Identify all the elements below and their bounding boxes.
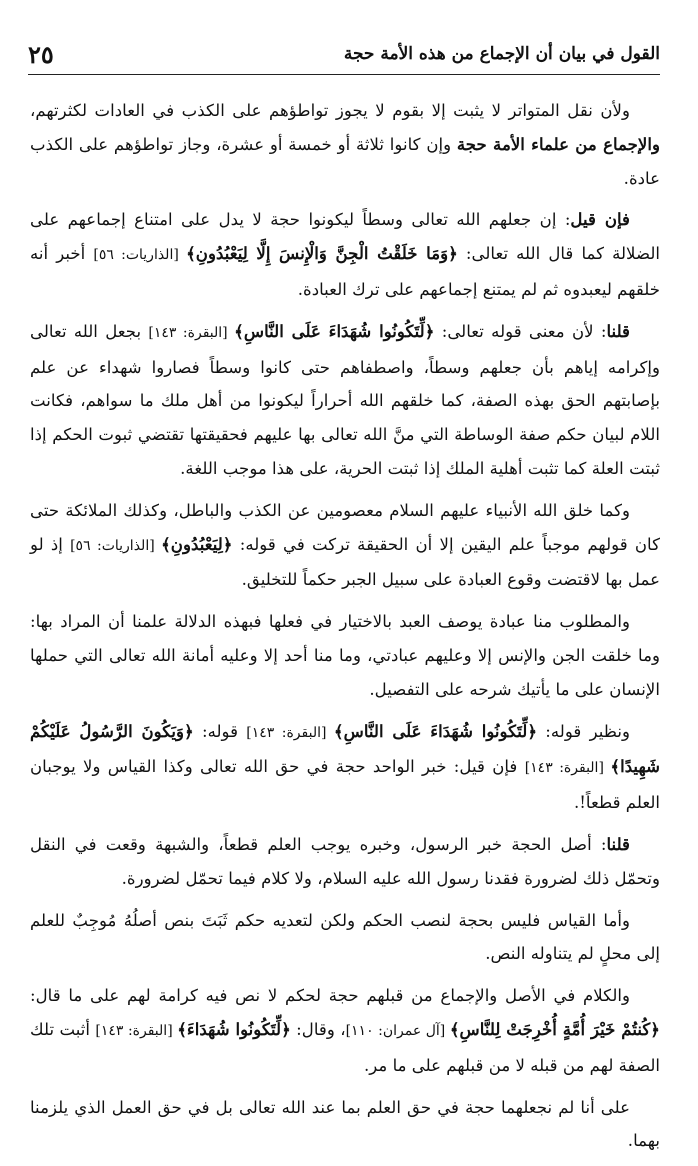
quran-verse: ﴿وَمَا خَلَقْتُ الْجِنَّ وَالْإِنسَ إِلَّا لِيَعْبُدُونِ﴾: [186, 243, 458, 264]
body-text: [30, 94, 660, 1166]
running-title: القول في بيان أن الإجماع من هذه الأمة حجة: [343, 44, 660, 64]
text-segment: وإن كانوا ثلاثة أو خمسة أو عشرة، وجاز تواطؤهم على الكذب عادة.: [30, 134, 660, 188]
text-segment: ، وقال:: [290, 1019, 346, 1039]
page-number: ٢٥: [28, 39, 54, 69]
text-segment: على أنا لم نجعلهما حجة في حق العلم بما عند الله تعالى بل في حق العمل الذي يلزمنا بهما.: [30, 1097, 660, 1151]
text-segment: أثبت تلك الصفة لهم من قبله لا من قبلهم على ما مر.: [30, 1019, 660, 1075]
verse-citation: [البقرة: ١٤٣]: [524, 760, 611, 777]
verse-citation: [آل عمران: ١١٠]: [345, 1022, 450, 1039]
lead-phrase: فإن قيل: [570, 209, 630, 230]
lead-phrase: قلنا: [606, 833, 630, 854]
paragraph: [30, 904, 660, 972]
verse-citation: [الذاريات: ٥٦]: [70, 537, 162, 554]
paragraph: [30, 203, 660, 306]
quran-verse: ﴿وَيَكُونَ الرَّسُولُ عَلَيْكُمْ شَهِيدًا﴾: [30, 720, 660, 777]
quran-verse: ﴿لِّتَكُونُوا شُهَدَاءَ عَلَى النَّاسِ﴾: [234, 320, 435, 341]
text-segment: والكلام في الأصل والإجماع من قبلهم حجة لحكم لا نص فيه كرامة لهم على ما قال:: [30, 986, 630, 1006]
paragraph: [30, 94, 660, 195]
text-segment: إذ لو عمل بها لاقتضت وقوع العبادة على سبيل الجبر حكماً للتخليق.: [30, 534, 660, 590]
text-segment: وأما القياس فليس بحجة لنصب الحكم ولكن لتعديه حكم ثَبَتَ بنص أصلُهُ مُوجِبٌ للعلم إلى محلٍ لم يتناوله النص.: [30, 910, 660, 964]
lead-phrase: قلنا: [606, 320, 630, 341]
text-segment: بجعل الله تعالى وإكرامه إياهم بأن جعلهم وسطاً، واصطفاهم حتى كانوا وسطاً فصاروا شهداء عن علم بإصابتهم الحق بهذه الصفة، كما خلقهم الله أحراراً ليكونوا من أهل ملك ما سواهم، فكانت اللام لبيان حكم صفة الوساطة التي منَّ الله تعالى بها عليهم فحقيقتها تقتضي ثبوت الحكم إذا ثبتت العلة كما تثبت أهلية الملك إذا ثبتت الحرية، على هذا موجب اللغة.: [30, 321, 660, 478]
text-segment: فإن قيل: خبر الواحد حجة في حق الله تعالى وكذا القياس ولا يوجبان العلم قطعاً!.: [30, 757, 660, 813]
paragraph: [30, 605, 660, 706]
text-segment: والمطلوب منا عبادة يوصف العبد بالاختيار في فعلها فبهذه الدلالة علمنا أن المراد بها: وما خلقت الجن والإنس إلا وعليهم عبادتي، وما منا أحد إلا وعليه أمانة الله تعالى التي حملها الإنسان على ما يأتيك شرحه على التفصيل.: [30, 612, 660, 699]
text-segment: ولأن نقل المتواتر لا يثبت إلا بقوم لا يجوز تواطؤهم على الكذب في العادات لكثرتهم،: [30, 101, 630, 120]
paragraph: [30, 828, 660, 896]
quran-verse: ﴿لِّتَكُونُوا شُهَدَاءَ عَلَى النَّاسِ﴾: [333, 720, 538, 741]
text-segment: : أصل الحجة خبر الرسول، وخبره يوجب العلم قطعاً، والشبهة وقعت في النقل وتحمّل ذلك لضرورة فقدنا رسول الله عليه السلام، ولا كلام فيما تحمّل لضرورة.: [30, 834, 660, 888]
verse-citation: [الذاريات: ٥٦]: [93, 247, 187, 264]
paragraph: [30, 1091, 660, 1159]
quran-verse: ﴿لِّتَكُونُوا شُهَدَاءَ﴾: [177, 1018, 291, 1039]
paragraph: [30, 979, 660, 1082]
text-segment: ونظير قوله:: [537, 721, 631, 741]
quran-verse: ﴿كُنتُمْ خَيْرَ أُمَّةٍ أُخْرِجَتْ لِلنَّاسِ﴾: [449, 1018, 660, 1039]
lead-phrase: والإجماع من علماء الأمة حجة: [456, 133, 660, 154]
text-segment: : إن جعلهم الله تعالى وسطاً ليكونوا حجة لا يدل على امتناع إجماعهم على الضلالة كما قال الله تعالى:: [30, 210, 660, 264]
running-header: [28, 34, 660, 75]
verse-citation: [البقرة: ١٤٣]: [95, 1022, 178, 1039]
text-segment: قوله:: [193, 721, 247, 741]
paragraph: [30, 715, 660, 820]
paragraph: [30, 494, 660, 597]
quran-verse: ﴿لِيَعْبُدُونِ﴾: [161, 533, 233, 554]
verse-citation: [البقرة: ١٤٣]: [148, 324, 235, 341]
verse-citation: [البقرة: ١٤٣]: [246, 724, 334, 741]
text-segment: : لأن معنى قوله تعالى:: [434, 321, 607, 341]
text-segment: أخبر أنه خلقهم ليعبدوه ثم لم يمتنع إجماعهم على ترك العبادة.: [30, 244, 660, 299]
text-segment: وكما خلق الله الأنبياء عليهم السلام معصومين عن الكذب والباطل، وكذلك الملائكة حتى كان قولهم موجباً علم اليقين إلا أن الحقيقة تركت في قوله:: [30, 500, 661, 554]
paragraph: [30, 315, 660, 486]
